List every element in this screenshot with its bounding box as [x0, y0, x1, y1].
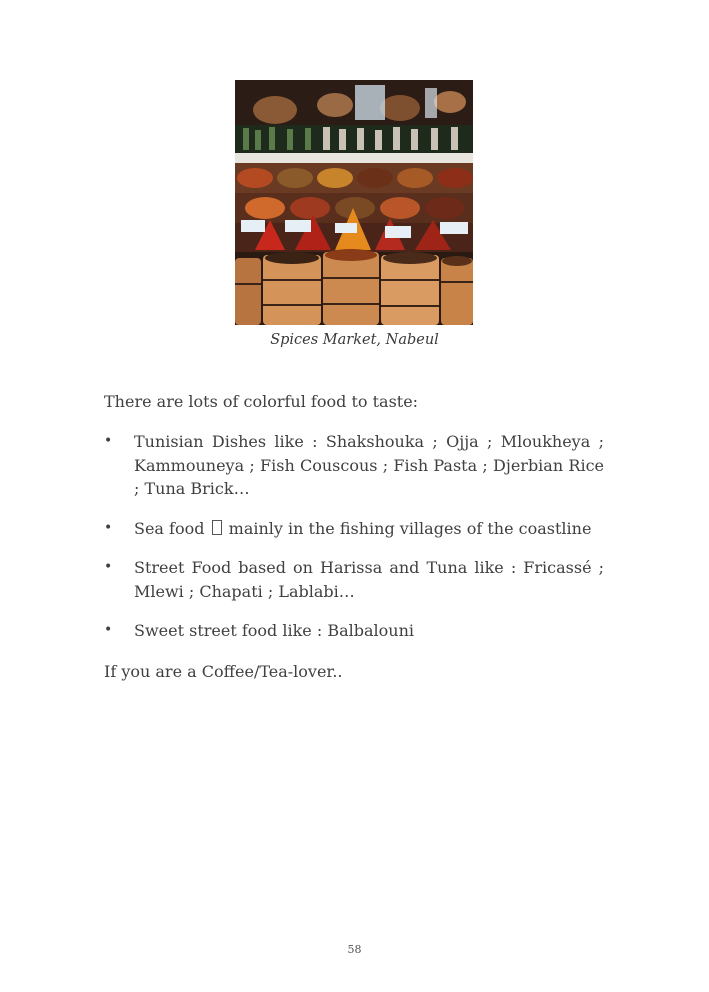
list-item-text-end: mainly in the fishing villages of the coastline — [223, 518, 592, 538]
figure-caption: Spices Market, Nabeul — [270, 332, 439, 348]
bullet-icon: • — [104, 519, 113, 536]
spices-market-photo — [235, 80, 473, 325]
list-item-text-start: Sea food — [134, 518, 210, 538]
list-item — [104, 517, 604, 541]
list-item — [104, 556, 604, 603]
list-item — [104, 430, 604, 501]
food-list — [104, 430, 604, 659]
missing-glyph-icon — [212, 520, 222, 535]
closing-paragraph: If you are a Coffee/Tea-lover.. — [104, 662, 343, 681]
list-item-text: Street Food based on Harissa and Tuna like : Fricassé ; Mlewi ; Chapati ; Lablabi… — [134, 558, 604, 601]
page-number: 58 — [347, 943, 362, 956]
list-item-text: Tunisian Dishes like : Shakshouka ; Ojja ; Mloukheya ; Kammouneya ; Fish Couscous ; Fish Pasta ; Djerbian Rice ; Tuna Brick… — [134, 432, 604, 498]
bullet-icon: • — [104, 559, 113, 575]
bullet-icon: • — [104, 433, 113, 449]
intro-paragraph: There are lots of colorful food to taste: — [104, 392, 419, 411]
list-item-text: Sweet street food like : Balbalouni — [134, 621, 414, 640]
list-item — [104, 619, 604, 643]
bullet-icon: • — [104, 622, 113, 638]
